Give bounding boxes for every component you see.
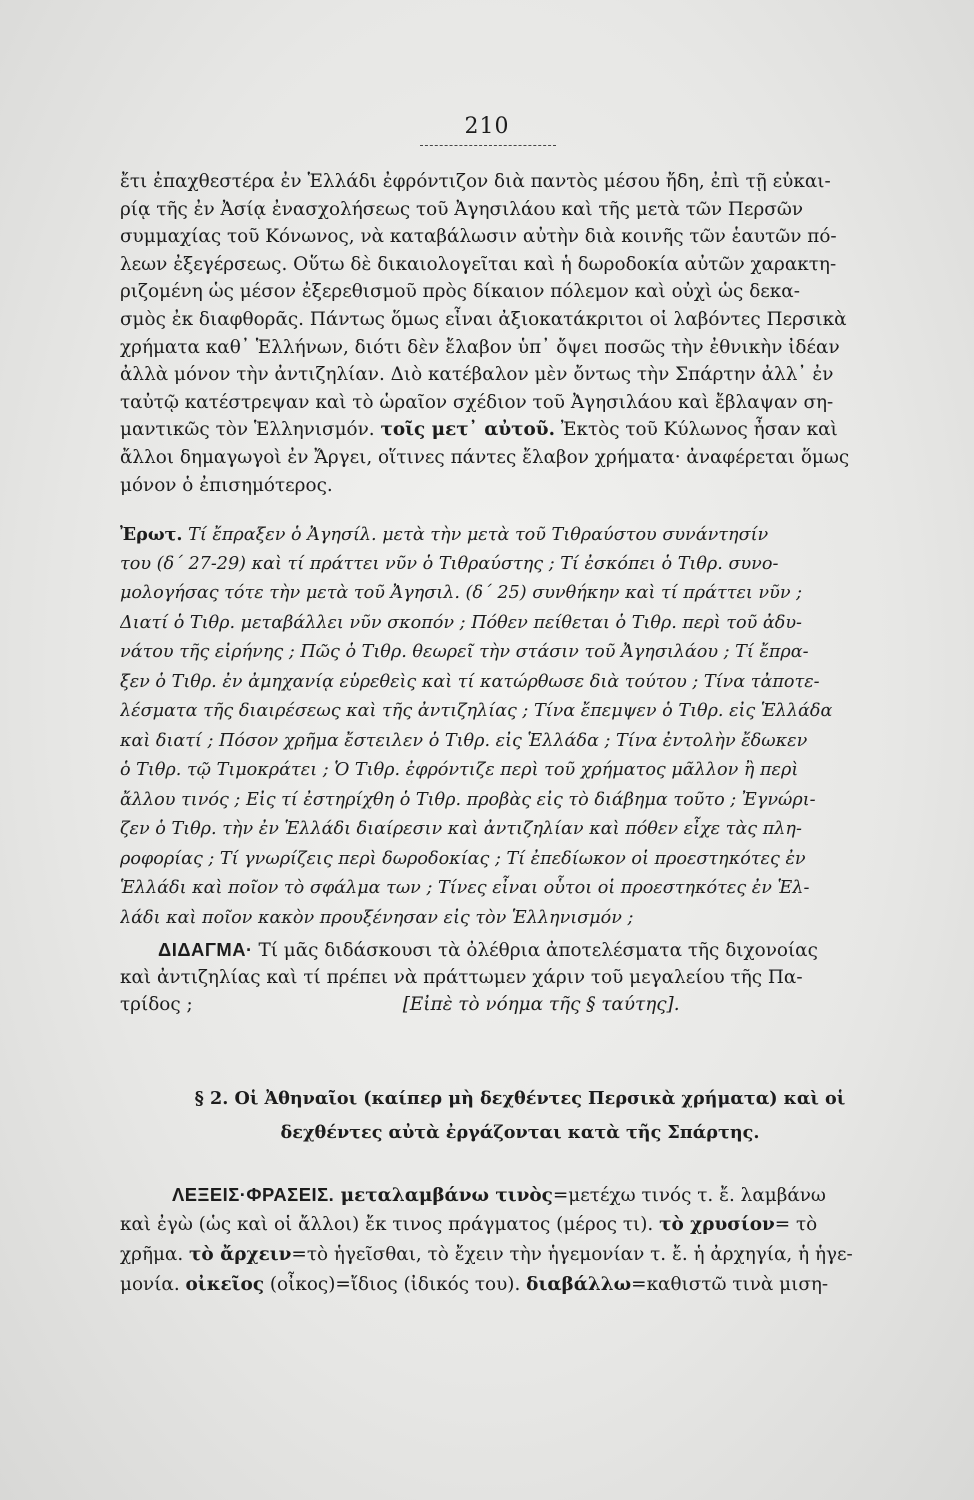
lesson-line: [120, 936, 905, 964]
vocab-text: (οἶκος)=ἴδιος (ἰδικός του).: [264, 1274, 527, 1295]
body-line: ἀλλὰ μόνον τὴν ἀντιζηλίαν. Διὸ κατέβαλον μὲν ὄντως τὴν Σπάρτην ἀλλ᾽ ἐν: [120, 364, 834, 386]
questions-line: μολογήσας τότε τὴν μετὰ τοῦ Ἀγησιλ. (δ΄ 25) συνθήκην καὶ τί πράττει νῦν ;: [120, 583, 803, 603]
questions-line: ξεν ὁ Τιθρ. ἐν ἀμηχανίᾳ εὑρεθεὶς καὶ τί κατώρθωσε διὰ τούτου ; Τίνα τἀποτε-: [120, 671, 820, 692]
vocab-term: οἰκεῖος: [185, 1274, 265, 1295]
page-number-rule: [420, 145, 556, 146]
questions-line: λέσματα τῆς διαιρέσεως καὶ τῆς ἀντιζηλίας ; Τίνα ἔπεμψεν ὁ Τιθρ. εἰς Ἑλλάδα: [120, 701, 833, 721]
questions-line: ὁ Τιθρ. τῷ Τιμοκράτει ; Ὁ Τιθρ. ἐφρόντιζε περὶ τοῦ χρήματος μᾶλλον ἢ περὶ: [120, 760, 799, 780]
vocab-text: καὶ ἐγὼ (ὡς καὶ οἱ ἄλλοι) ἔκ τινος πράγματος (μέρος τι).: [120, 1214, 660, 1235]
vocab-definition: =καθιστῶ τινὰ μιση-: [631, 1274, 829, 1295]
questions-line: ζεν ὁ Τιθρ. τὴν ἐν Ἑλλάδι διαίρεσιν καὶ ἀντιζηλίαν καὶ πόθεν εἶχε τὰς πλη-: [120, 819, 802, 839]
page-number: 210: [464, 114, 510, 139]
lesson-section: [120, 936, 905, 1019]
vocab-line: [120, 1270, 905, 1300]
body-line: ἄλλοι δημαγωγοὶ ἐν Ἄργει, οἵτινες πάντες ἔλαβον χρήματα· ἀναφέρεται ὅμως: [120, 446, 850, 468]
section-heading-line: δεχθέντες αὐτὰ ἐργάζονται κατὰ τῆς Σπάρτης.: [280, 1122, 760, 1143]
lesson-label: ΔΙΔΑΓΜΑ·: [158, 939, 253, 960]
vocab-definition: =τὸ ἡγεῖσθαι, τὸ ἔχειν τὴν ἡγεμονίαν τ. ἔ. ἡ ἀρχηγία, ἡ ἡγε-: [291, 1244, 853, 1265]
body-text: Ἐκτὸς τοῦ Κύλωνος ἦσαν καὶ: [554, 419, 838, 441]
vocab-text: χρῆμα.: [120, 1244, 190, 1265]
questions-text: Τί ἔπραξεν ὁ Ἀγησίλ. μετὰ τὴν μετὰ τοῦ Τιθραύστου συνάντησίν: [188, 525, 769, 545]
vocab-definition: = τὸ: [774, 1214, 818, 1235]
body-line: [120, 416, 905, 444]
lesson-hint: [Εἰπὲ τὸ νόημα τῆς § ταύτης].: [402, 994, 680, 1016]
vocab-text: μονία.: [120, 1274, 186, 1295]
vocab-term: μεταλαμβάνω τινὸς: [334, 1185, 553, 1206]
vocabulary-section: [120, 1180, 905, 1300]
questions-line: του (δ΄ 27-29) καὶ τί πράττει νῦν ὁ Τιθραύστης ; Τί ἐσκόπει ὁ Τιθρ. συνο-: [120, 553, 779, 574]
vocab-term: τὸ ἄρχειν: [189, 1244, 292, 1265]
questions-line: λάδι καὶ ποῖον κακὸν προυξένησαν εἰς τὸν Ἑλληνισμόν ;: [120, 907, 634, 928]
questions-line: ροφορίας ; Τί γνωρίζεις περὶ δωροδοκίας ; Τί ἐπεδίωκον οἱ προεστηκότες ἐν: [120, 848, 806, 869]
section-heading-line: § 2. Οἱ Ἀθηναῖοι (καίπερ μὴ δεχθέντες Περσικὰ χρήματα) καὶ οἱ: [194, 1088, 846, 1109]
questions-line: Διατί ὁ Τιθρ. μεταβάλλει νῦν σκοπόν ; Πόθεν πείθεται ὁ Τιθρ. περὶ τοῦ ἀδυ-: [120, 612, 803, 633]
questions-line: ἄλλου τινός ; Εἰς τί ἐστηρίχθη ὁ Τιθρ. προβὰς εἰς τὸ διάβημα τοῦτο ; Ἐγνώρι-: [120, 789, 816, 810]
vocab-line: [120, 1240, 905, 1270]
body-line: ταὐτῷ κατέστρεψαν καὶ τὸ ὡραῖον σχέδιον τοῦ Ἀγησιλάου καὶ ἔβλαψαν ση-: [120, 391, 834, 413]
vocab-line: [120, 1180, 905, 1210]
body-line: ἔτι ἐπαχθεστέρα ἐν Ἑλλάδι ἐφρόντιζον διὰ παντὸς μέσου ἤδη, ἐπὶ τῇ εὐκαι-: [120, 171, 831, 192]
questions-line: Ἑλλάδι καὶ ποῖον τὸ σφάλμα των ; Τίνες εἶναι οὗτοι οἱ προεστηκότες ἐν Ἑλ-: [120, 878, 810, 898]
vocab-definition: =μετέχω τινός τ. ἔ. λαμβάνω: [552, 1185, 826, 1206]
body-line: ρίᾳ τῆς ἐν Ἀσίᾳ ἐνασχολήσεως τοῦ Ἀγησιλάου καὶ τῆς μετὰ τῶν Περσῶν: [120, 198, 803, 220]
vocab-label: ΛΕΞΕΙΣ·ΦΡΑΣΕΙΣ.: [172, 1184, 335, 1205]
questions-label: Ἐρωτ.: [120, 524, 183, 545]
body-line: χρήματα καθ᾽ Ἑλλήνων, διότι δὲν ἔλαβον ὑπ᾽ ὄψει ποσῶς τὴν ἐθνικὴν ἰδέαν: [120, 336, 840, 358]
body-paragraph: [120, 168, 905, 499]
body-line: ριζομένη ὡς μέσον ἐξερεθισμοῦ πρὸς δίκαιον πόλεμον καὶ οὐχὶ ὡς δεκα-: [120, 281, 800, 303]
questions-line: καὶ διατί ; Πόσον χρῆμα ἔστειλεν ὁ Τιθρ. εἰς Ἑλλάδα ; Τίνα ἐντολὴν ἔδωκεν: [120, 730, 808, 751]
body-bold-phrase: τοῖς μετ᾽ αὐτοῦ.: [380, 419, 555, 441]
lesson-text: Τί μᾶς διδάσκουσι τὰ ὀλέθρια ἀποτελέσματα τῆς διχονοίας: [252, 940, 818, 961]
body-text: μαντικῶς τὸν Ἑλληνισμόν.: [120, 419, 381, 441]
lesson-text: τρίδος ;: [120, 994, 193, 1016]
body-line: συμμαχίας τοῦ Κόνωνος, νὰ καταβάλωσιν αὐτὴν διὰ κοινῆς τῶν ἑαυτῶν πό-: [120, 226, 837, 248]
questions-line: νάτου τῆς εἰρήνης ; Πῶς ὁ Τιθρ. θεωρεῖ τὴν στάσιν τοῦ Ἀγησιλάου ; Τί ἔπρα-: [120, 642, 809, 662]
body-line: λεων ἐξεγέρσεως. Οὕτω δὲ δικαιολογεῖται καὶ ἡ δωροδοκία αὐτῶν χαρακτη-: [120, 253, 837, 275]
vocab-term: διαβάλλω: [526, 1274, 632, 1295]
vocab-term: τὸ χρυσίον: [659, 1214, 775, 1235]
questions-section: [120, 520, 905, 933]
vocab-line: [120, 1210, 905, 1240]
lesson-line: [120, 991, 905, 1019]
section-heading: [140, 1082, 900, 1150]
lesson-line: καὶ ἀντιζηλίας καὶ τί πρέπει νὰ πράττωμεν χάριν τοῦ μεγαλείου τῆς Πα-: [120, 966, 803, 988]
body-line: μόνον ὁ ἐπισημότερος.: [120, 474, 333, 496]
questions-line: [120, 520, 905, 550]
body-line: σμὸς ἐκ διαφθορᾶς. Πάντως ὅμως εἶναι ἀξιοκατάκριτοι οἱ λαβόντες Περσικὰ: [120, 308, 847, 330]
